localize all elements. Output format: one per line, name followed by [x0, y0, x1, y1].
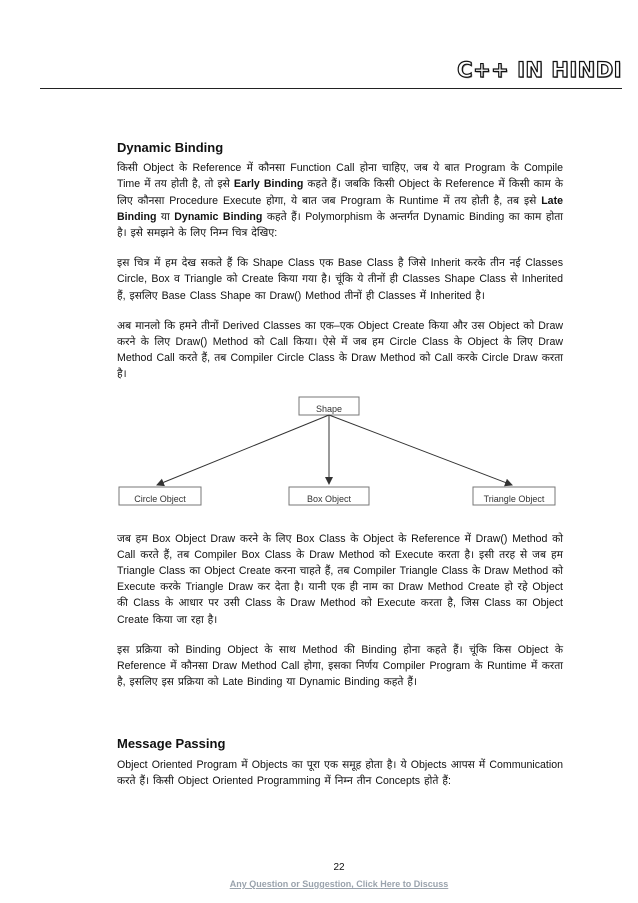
dynamic-binding-paragraph-2: इस चित्र में हम देख सकते हैं कि Shape Class एक Base Class है जिसे Inherit करके तीन नई Classes Circle, Box व Triangle को Create किया गया है। चूंकि ये तीनों ही Classes Shape Class से Inherited हैं, इसलिए Base Class Shape का Draw() Method तीनों ही Classes में Inherited है। — [117, 257, 563, 302]
shape-label: Shape — [315, 403, 343, 414]
dynamic-binding-heading: Dynamic Binding — [117, 140, 224, 155]
message-passing-heading: Message Passing — [117, 736, 226, 752]
page-number: 22 — [333, 862, 345, 873]
discuss-link[interactable]: Any Question or Suggestion, Click Here to Discuss — [229, 879, 449, 889]
header-rule — [40, 88, 622, 89]
late-binding-term: Late Binding — [117, 194, 563, 223]
dynamic-binding-paragraph-3: अब मानलो कि हमने तीनों Derived Classes का एक–एक Object Create किया और उस Object को Draw करने के लिए Draw() Method को Call किया। ऐसे में जब हम Circle Class के Object के लिए Draw Method Call करते हैं, तब Compiler Circle Class के Draw Method को Call करके Circle Draw करता है। — [117, 319, 563, 381]
dynamic-binding-paragraph-5: इस प्रक्रिया को Binding Object के साथ Method की Binding होना कहते हैं। चूंकि किस Object के Reference में कौनसा Draw Method Call होगा, इसका निर्णय Compiler Program के Runtime में करता है, इसलिए इस प्रक्रिया को Late Binding या Dynamic Binding कहते हैं। — [117, 643, 563, 689]
box-object-label: Box Object — [306, 493, 352, 504]
arrow-to-triangle — [329, 415, 512, 485]
header-title: C++ IN HINDI — [457, 58, 622, 82]
circle-object-label: Circle Object — [134, 493, 186, 504]
class-diagram — [117, 395, 563, 517]
early-binding-term: Early Binding — [233, 178, 304, 191]
page-content — [117, 140, 563, 789]
p1-text-g: कहते हैं। Polymorphism के अन्तर्गत Dynamic Binding का काम होता है। इसे समझने के लिए निम्न चित्र देखिए: — [117, 210, 564, 240]
message-passing-paragraph-1: Object Oriented Program में Objects का पूरा एक समूह होता है। ये Objects आपस में Communication करते हैं। किसी Object Oriented Programming में निम्न तीन Concepts होते हैं: — [117, 758, 563, 787]
triangle-object-label: Triangle Object — [483, 493, 545, 504]
p1-text-a: किसी Object के Reference में कौनसा Function Call होना चाहिए, जब ये बात Program के Compile Time में तय होती है, तो इसे — [117, 162, 563, 191]
arrow-to-circle — [157, 415, 329, 485]
dynamic-binding-paragraph-4: जब हम Box Object Draw करने के लिए Box Class के Object के Reference में Draw() Method को Call करते हैं, तब Compiler Box Class के Draw Method को Execute करता है। इसी तरह से जब हम Triangle Class का Object Create करना चाहते हैं, तब Compiler Triangle Class के Draw Method को Execute करके Triangle Draw कर देता है। यानी एक ही नाम का Draw Method Create हो रहे Object की Class के आधार पर उसी Class के Draw Method को Execute करता है, जिस Class का Object Create किया जा रहा है। — [117, 532, 563, 626]
dynamic-binding-term: Dynamic Binding — [174, 210, 263, 223]
dynamic-binding-paragraph-1 — [117, 160, 563, 241]
p1-text-c: कहते हैं। जबकि किसी Object के Reference में किसी काम के लिए कौनसा Procedure Execute होगा, ये बात जब Program के Runtime में तय होती है, तब इसे — [117, 178, 563, 207]
p1-text-e: या — [156, 210, 175, 223]
